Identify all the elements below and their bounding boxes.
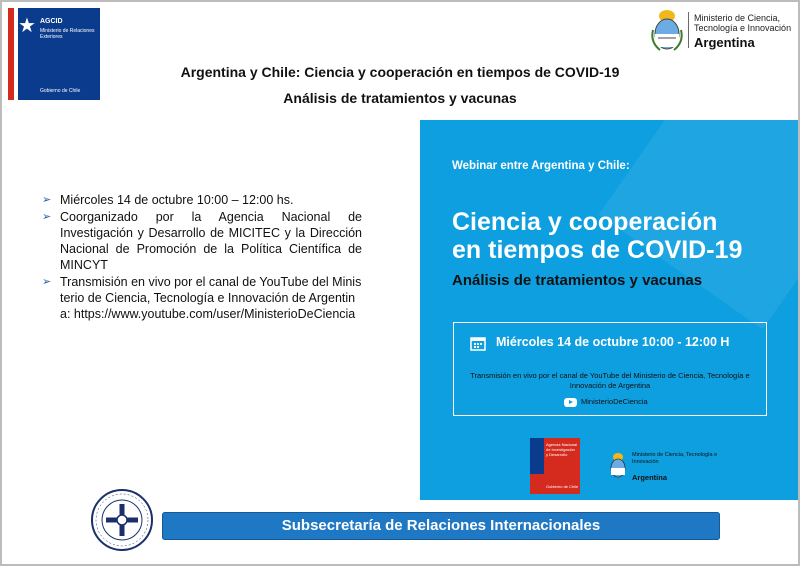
agcid-name: AGCID [40, 18, 63, 25]
arrow-bullet-icon: ➢ [42, 194, 52, 206]
agcid-government: Gobierno de Chile [40, 88, 81, 94]
broadcast-text: Transmisión en vivo por el canal de YouTube del Ministerio de Ciencia, Tecnología e Innovación de Argentina: https://www.youtube.com/user/MinisterioDeCiencia [60, 275, 362, 321]
webinar-date: Miércoles 14 de octubre 10:00 - 12:00 H [496, 335, 730, 349]
argentina-ministry-logo [646, 6, 796, 54]
organizers-text: Coorganizado por la Agencia Nacional de Investigación y Desarrollo de MICITEC y la Dirección Nacional de Promoción de la Política Científica de MINCYT [60, 210, 362, 272]
star-icon: ★ [18, 15, 36, 37]
youtube-channel-name: MinisterioDeCiencia [581, 397, 648, 406]
mini-agcid-logo [530, 438, 580, 494]
footer-banner [162, 512, 720, 540]
event-date-text: Miércoles 14 de octubre 10:00 – 12:00 hs. [60, 193, 294, 207]
headline-line-2: en tiempos de COVID-19 [452, 236, 743, 264]
list-item [42, 192, 362, 208]
mini-argentina-logo [608, 450, 738, 486]
logo-divider [688, 12, 689, 48]
agcid-logo [8, 8, 100, 100]
transmission-text: Transmisión en vivo por el canal de YouTube del Ministerio de Ciencia, Tecnología e Innovación de Argentina [470, 371, 750, 390]
argentina-country-name: Argentina [694, 35, 755, 50]
youtube-icon [564, 398, 577, 407]
agcid-ministry: Ministerio de Relaciones Exteriores [40, 28, 95, 40]
webinar-headline [452, 208, 782, 264]
argentina-ministry-name: Ministerio de Ciencia, Tecnología e Innovación [694, 13, 792, 33]
webinar-flyer [420, 120, 798, 500]
calendar-icon [470, 335, 486, 351]
webinar-kicker: Webinar entre Argentina y Chile: [452, 160, 630, 172]
mini-argentina-country: Argentina [632, 473, 668, 482]
event-details-list [42, 192, 362, 323]
university-seal-icon [90, 488, 154, 552]
footer-label: Subsecretaría de Relaciones Internacionales [281, 517, 601, 534]
webinar-subhead: Análisis de tratamientos y vacunas [452, 272, 703, 289]
page-title: Argentina y Chile: Ciencia y cooperación en tiempos de COVID-19 [180, 64, 620, 80]
mini-flag-block [530, 438, 544, 474]
event-info-box [453, 322, 767, 416]
page-subtitle: Análisis de tratamientos y vacunas [283, 90, 517, 106]
list-item [42, 209, 362, 273]
mini-coat-of-arms-icon [608, 452, 628, 478]
arrow-bullet-icon: ➢ [42, 211, 52, 223]
coat-of-arms-icon [650, 8, 684, 52]
mini-argentina-ministry: Ministerio de Ciencia, Tecnología e Innovación [632, 452, 718, 465]
mini-agcid-name: Agencia Nacional de Investigación y Desarrollo [546, 442, 578, 457]
list-item [42, 274, 362, 322]
headline-line-1: Ciencia y cooperación [452, 208, 718, 236]
mini-agcid-government: Gobierno de Chile [546, 484, 579, 489]
arrow-bullet-icon: ➢ [42, 276, 52, 288]
